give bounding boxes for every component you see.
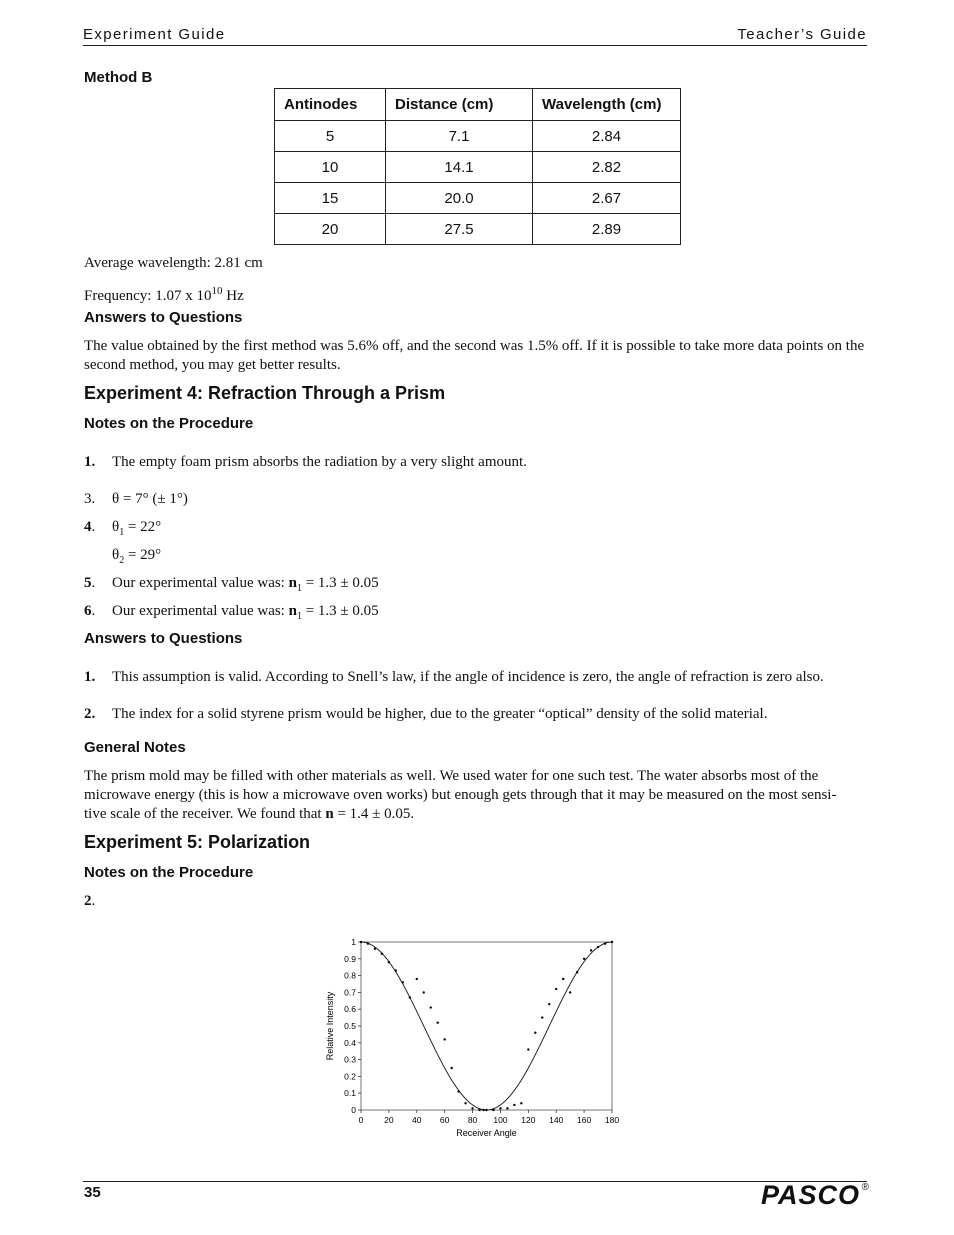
- list-number: 5.: [84, 575, 96, 591]
- data-point: [583, 958, 585, 960]
- value: = 1.3 ± 0.05: [301, 575, 379, 591]
- data-point: [527, 1048, 529, 1050]
- experiment-5-title: Experiment 5: Polarization: [84, 832, 311, 852]
- y-tick-label: 0.4: [344, 1037, 356, 1048]
- subscript: 1: [296, 583, 302, 594]
- x-tick-label: 20: [384, 1115, 394, 1125]
- x-tick-label: 160: [577, 1115, 592, 1125]
- table-cell: 20: [275, 214, 386, 245]
- x-tick-label: 180: [604, 1115, 620, 1125]
- data-point: [374, 948, 376, 950]
- data-point: [597, 946, 599, 948]
- data-point: [478, 1109, 480, 1111]
- y-tick-label: 0.1: [344, 1088, 356, 1099]
- x-tick-label: 0: [358, 1115, 364, 1125]
- table-cell: 20.0: [386, 183, 533, 214]
- y-tick-label: 0: [351, 1105, 356, 1115]
- frequency-prefix: Frequency: 1.07 x 10: [84, 288, 212, 304]
- data-point: [513, 1104, 515, 1106]
- data-point: [367, 942, 369, 944]
- data-point: [416, 978, 418, 980]
- general-notes-line: [84, 805, 414, 824]
- header-rule: [83, 45, 867, 46]
- polarization-chart: [320, 932, 630, 1147]
- table-header-cell: Wavelength (cm): [533, 89, 681, 121]
- list-item: The empty foam prism absorbs the radiation by a very slight amount.: [112, 454, 527, 470]
- y-tick-label: 0.8: [344, 970, 356, 981]
- table-cell: 27.5: [386, 214, 533, 245]
- subscript: 1: [296, 611, 302, 622]
- data-point: [436, 1021, 438, 1023]
- list-number: 2.: [84, 893, 96, 909]
- text: Our experimental value was:: [112, 575, 289, 591]
- table-header-cell: Distance (cm): [386, 89, 533, 121]
- y-tick-label: 0.3: [344, 1054, 356, 1065]
- y-axis-label: Relative Intensity: [325, 991, 335, 1061]
- text: Our experimental value was:: [112, 603, 289, 619]
- plot-frame: [361, 942, 612, 1110]
- table-row: [275, 121, 681, 152]
- list-number: 6.: [84, 603, 96, 619]
- list-number-bold: 2: [84, 893, 92, 909]
- y-tick-label: 0.5: [344, 1021, 356, 1031]
- list-item: The index for a solid styrene prism would be higher, due to the greater “optical” density of the solid material.: [112, 706, 768, 722]
- general-notes-heading: General Notes: [84, 739, 186, 756]
- data-point: [471, 1107, 473, 1109]
- data-point: [402, 981, 404, 983]
- data-point: [534, 1032, 536, 1034]
- table-cell: 7.1: [386, 121, 533, 152]
- table-cell: 15: [275, 183, 386, 214]
- method-b-table: [274, 88, 681, 245]
- data-point: [388, 961, 390, 963]
- page-number: 35: [84, 1184, 101, 1201]
- frequency-line: [84, 282, 244, 306]
- data-point: [450, 1067, 452, 1069]
- answers-paragraph: The value obtained by the first method was 5.6% off, and the second was 1.5% off. If it is possible to take more data points on the second method, you may get better results.: [84, 338, 865, 373]
- answers-heading: Answers to Questions: [84, 309, 243, 326]
- list-item: θ = 7° (± 1°): [112, 491, 188, 507]
- table-cell: 2.67: [533, 183, 681, 214]
- data-point: [548, 1003, 550, 1005]
- table-cell: 10: [275, 152, 386, 183]
- procedure-notes-heading: Notes on the Procedure: [84, 864, 254, 881]
- x-axis-label: Receiver Angle: [456, 1128, 517, 1138]
- x-tick-label: 120: [521, 1115, 536, 1125]
- list-item: [112, 602, 379, 626]
- list-item: This assumption is valid. According to Snell’s law, if the angle of incidence is zero, the angle of refraction is zero also.: [112, 669, 824, 685]
- subscript: 1: [119, 527, 125, 538]
- list-number-bold: 6: [84, 603, 92, 619]
- data-point: [562, 978, 564, 980]
- data-point: [443, 1038, 445, 1040]
- data-point: [520, 1102, 522, 1104]
- value: = 1.4 ± 0.05.: [333, 806, 415, 822]
- x-tick-label: 40: [412, 1115, 422, 1125]
- list-number-bold: 4: [84, 519, 92, 535]
- data-point: [506, 1107, 508, 1109]
- theta-symbol: θ: [112, 519, 120, 535]
- symbol-n: n: [288, 603, 297, 619]
- data-point: [360, 941, 362, 943]
- table-header-cell: Antinodes: [275, 89, 386, 121]
- registered-mark: ®: [861, 1182, 869, 1193]
- data-point: [430, 1006, 432, 1008]
- table-cell: 2.82: [533, 152, 681, 183]
- pasco-logo: PASCO: [760, 1180, 860, 1210]
- list-number: 1.: [84, 669, 96, 685]
- x-tick-label: 140: [549, 1115, 564, 1125]
- x-tick-label: 100: [493, 1115, 508, 1125]
- data-point: [590, 949, 592, 951]
- table-row: [275, 152, 681, 183]
- symbol-n: n: [325, 806, 334, 822]
- table-row: [275, 183, 681, 214]
- table-cell: 14.1: [386, 152, 533, 183]
- data-point: [576, 971, 578, 973]
- data-point: [381, 953, 383, 955]
- table-cell: 5: [275, 121, 386, 152]
- value: = 29°: [124, 547, 162, 563]
- y-tick-label: 0.7: [344, 987, 356, 998]
- table-cell: 2.89: [533, 214, 681, 245]
- data-point: [611, 941, 613, 943]
- theta-symbol: θ: [112, 547, 120, 563]
- x-tick-label: 80: [467, 1115, 478, 1125]
- general-notes-line: The prism mold may be filled with other materials as well. We used water for one such test. The water absorbs most of the: [84, 768, 819, 784]
- answers-heading: Answers to Questions: [84, 630, 243, 647]
- table-cell: 2.84: [533, 121, 681, 152]
- data-point: [541, 1016, 543, 1018]
- general-notes-line: microwave energy (this is how a microwave oven works) but enough gets through that it may be measured on the most sensi-: [84, 787, 837, 803]
- y-tick-label: 0.6: [344, 1004, 356, 1015]
- y-tick-label: 0.9: [344, 953, 356, 964]
- list-number-bold: 5: [84, 575, 92, 591]
- symbol-n: n: [288, 575, 297, 591]
- list-number: 3.: [84, 491, 96, 507]
- data-point: [395, 969, 397, 971]
- data-point: [423, 991, 425, 993]
- value: = 22°: [124, 519, 162, 535]
- subscript: 2: [119, 555, 125, 566]
- data-point: [485, 1109, 487, 1111]
- data-point: [464, 1102, 466, 1104]
- data-point: [555, 988, 557, 990]
- data-point: [604, 942, 606, 944]
- experiment-4-title: Experiment 4: Refraction Through a Prism: [84, 383, 446, 403]
- value: = 1.3 ± 0.05: [301, 603, 379, 619]
- average-wavelength: Average wavelength: 2.81 cm: [84, 255, 263, 271]
- data-point: [409, 996, 411, 998]
- list-item: [112, 546, 161, 570]
- table-row: [275, 214, 681, 245]
- data-point: [457, 1090, 459, 1092]
- data-point: [499, 1107, 501, 1109]
- list-item: [112, 574, 379, 598]
- data-point: [483, 1109, 485, 1111]
- footer-rule: [83, 1181, 867, 1182]
- list-item: [112, 518, 161, 542]
- y-tick-label: 1: [351, 937, 356, 947]
- frequency-unit: Hz: [222, 288, 244, 304]
- data-point: [492, 1109, 494, 1111]
- table-header-row: [275, 89, 681, 121]
- x-tick-label: 60: [439, 1115, 450, 1125]
- method-b-heading: Method B: [84, 69, 153, 86]
- y-tick-label: 0.2: [344, 1071, 356, 1082]
- data-point: [569, 991, 571, 993]
- list-number: 1.: [84, 454, 96, 470]
- text: tive scale of the receiver. We found that: [84, 806, 326, 822]
- running-header-right: Teacher’s Guide: [737, 26, 867, 43]
- procedure-notes-heading: Notes on the Procedure: [84, 415, 254, 432]
- theory-curve: [361, 942, 612, 1110]
- frequency-exponent: 10: [211, 285, 223, 297]
- list-number: 2.: [84, 706, 96, 722]
- list-number: 4.: [84, 519, 96, 535]
- running-header-left: Experiment Guide: [83, 26, 226, 43]
